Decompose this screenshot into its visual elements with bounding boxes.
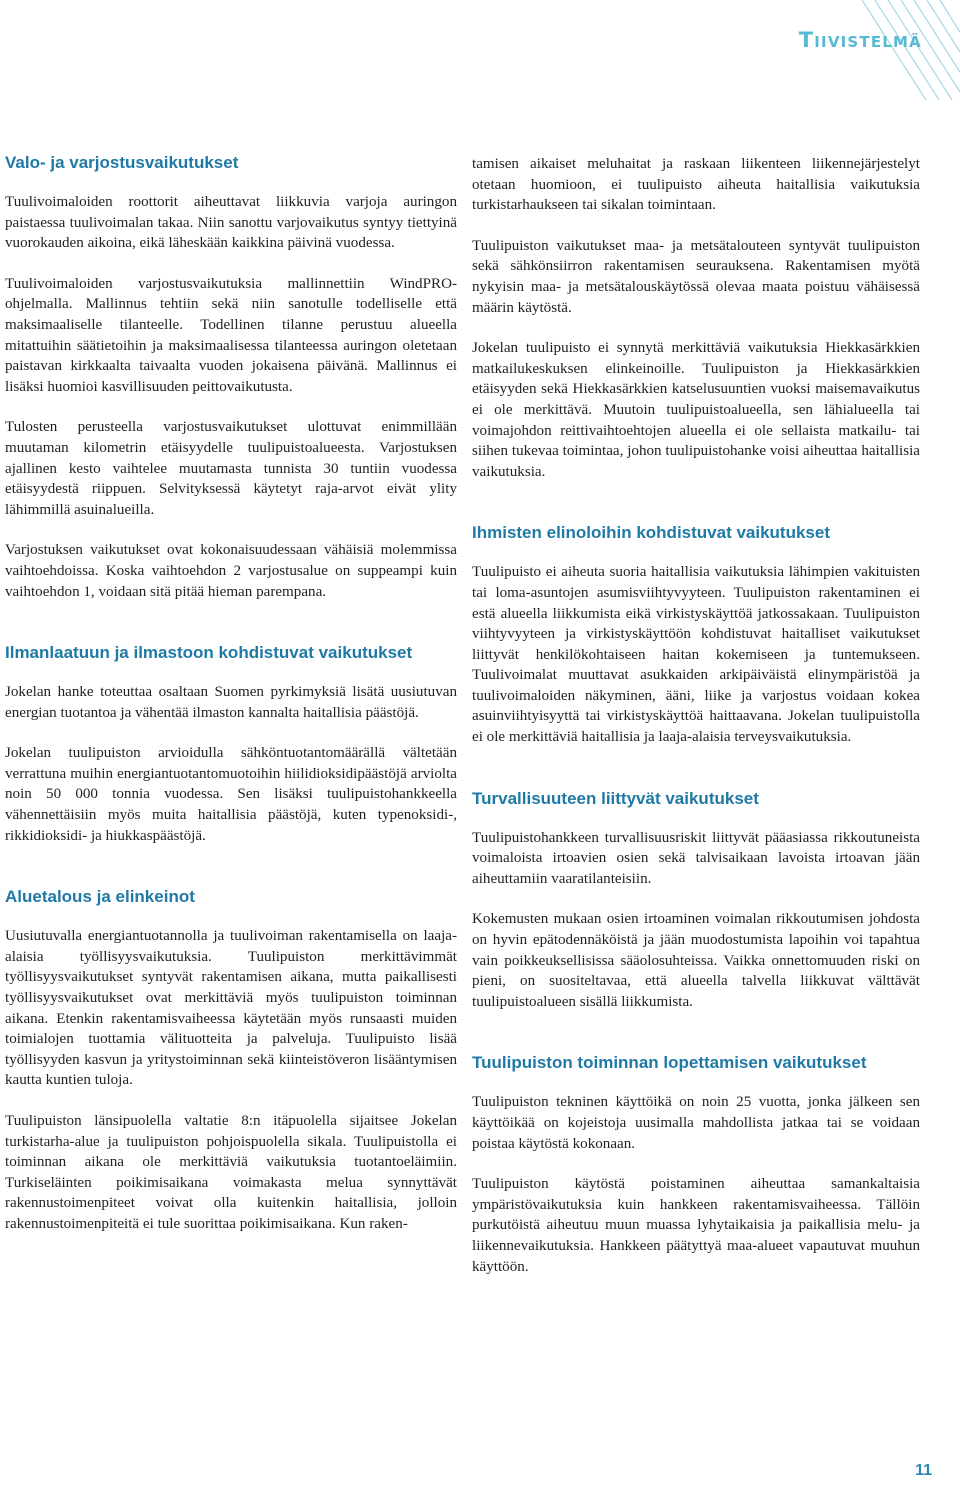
paragraph: Tulosten perusteella varjostusvaikutukset ulottuvat enimmillään muutaman kilometrin etäisyydelle tuulipuistoalueesta. Varjostuksen ajallinen kesto vaihtelee muutamasta tunnista 30 tuntiin vuodessa etäisyydestä riippuen. Selvityksessä käytetyt raja-arvot eivät ylity lähimmillä asuinalueilla.	[5, 419, 457, 518]
section-heading: Valo- ja varjostusvaikutukset	[5, 153, 239, 172]
paragraph: Jokelan tuulipuiston arvioidulla sähköntuotantomäärällä vältetään verrattuna muihin energiantuotantomuotoihin hiilidioksidipäästöjä arviolta noin 50 000 tonnia vuodessa. Sen lisäksi tuulipuistohankkeella vähennettäisiin myös muita haitallisia päästöjä, kuten typenoksidi-, rikkidioksidi- ja hiukkaspäästöjä.	[5, 745, 457, 844]
paragraph: Tuulipuiston käytöstä poistaminen aiheuttaa samankaltaisia ympäristövaikutuksia kuin hankkeen rakentamisvaiheessa. Tällöin purkutöistä aiheutuu muun muassa lyhytaikaisia ja paikallisia melu- ja liikennevaikutuksia. Hankkeen päätyttyä maa-alueet vapautuvat muuhun käyttöön.	[472, 1176, 920, 1275]
paragraph: Uusiutuvalla energiantuotannolla ja tuulivoiman rakentamisella on laaja-alaisia työllisyysvaikutuksia. Tuulipuiston merkittävimmät työllisyysvaikutukset syntyvät rakentamisen aikana, mutta paikallisesti työllisyysvaikutukset ovat merkittäviä myös tuulipuiston toiminnan aikana. Etenkin rakentamisvaiheessa käytetään myös runsaasti muiden toimialojen tuottamia välituotteita ja palveluja. Tuulipuisto lisää työllisyyden kasvun ja yritystoiminnan sekä kiinteistöveron lisääntymisen kautta kuntien tuloja.	[5, 928, 457, 1089]
section-heading: Tuulipuiston toiminnan lopettamisen vaikutukset	[472, 1053, 867, 1073]
paragraph: Varjostuksen vaikutukset ovat kokonaisuudessaan vähäisiä molemmissa vaihtoehdoissa. Koska vaihtoehdon 2 varjostusalue on suppeampi kuin vaihtoehdon 1, voidaan sitä pitää hieman parempana.	[5, 542, 457, 600]
paragraph: Jokelan hanke toteuttaa osaltaan Suomen pyrkimyksiä lisätä uusiutuvan energian tuotantoa ja vähentää ilmaston kannalta haitallisia päästöjä.	[5, 684, 457, 721]
paragraph: Tuulipuiston tekninen käyttöikä on noin 25 vuotta, jonka jälkeen sen käyttöikää on kojeistoja uusimalla mahdollista jatkaa tai se voidaan poistaa käytöstä kokonaan.	[472, 1094, 920, 1152]
header-banner	[0, 0, 960, 100]
section-heading: Ihmisten elinoloihin kohdistuvat vaikutukset	[472, 523, 831, 543]
paragraph: Tuulipuistohankkeen turvallisuusriskit liittyvät pääasiassa rikkoutuneista voimaloista irtoavien osien sekä talvisaikaan lavoista irtoavan jään aiheuttamiin vaaratilanteisiin.	[472, 829, 920, 887]
section-heading: Ilmanlaatuun ja ilmastoon kohdistuvat vaikutukset	[5, 643, 413, 663]
paragraph: Tuulipuiston vaikutukset maa- ja metsätalouteen syntyvät tuulipuiston sekä sähkönsiirron rakentamisen seurauksena. Rakentamisen myötä nykyisin maa- ja metsätalouskäytössä olevaa maata poistuu vähäisessä määrin käytöstä.	[472, 237, 920, 316]
paragraph: Jokelan tuulipuisto ei synnytä merkittäviä vaikutuksia Hiekkasärkkien matkailukeskuksen elinkeinoille. Tuulipuiston ja Hiekkasärkkien etäisyyden sekä Hiekkasärkkien katselusuuntien vuoksi maisemavaikutus ei ole merkittävä. Muutoin tuulipuistoalueella, sen lähialueella tai voimajohdon reittivaihtoehtojen alueella ei ole sellaista matkailu- tai siihen tukevaa toimintaa, johon tuulipuistohanke voisi aiheuttaa haitallisia vaikutuksia.	[472, 340, 920, 480]
paragraph: Tuulivoimaloiden roottorit aiheuttavat liikkuvia varjoja auringon paistaessa tuulivoimalan takaa. Niin sanottu varjovaikutus syntyy tiettyinä vuorokauden aikoina, eikä läheskään kaikkina päivinä vuodessa.	[5, 194, 457, 252]
paragraph: Tuulivoimaloiden varjostusvaikutuksia mallinnettiin WindPRO-ohjelmalla. Mallinnus tehtiin sekä niin sanotulle todelliselle että maksimaaliselle tilanteelle. Todellinen tilanne perustuu alueella mitattuihin säätietoihin ja maksimaalisessa tilanteessa auringon oletetaan paistavan kirkkaalta taivaalta vuoden jokaisena päivänä. Mallinnus ei lisäksi huomioi kasvillisuuden peittovaikutusta.	[5, 275, 457, 395]
paragraph: Kokemusten mukaan osien irtoaminen voimalan rikkoutumisen johdosta on hyvin epätodennäköistä ja jään muodostumista lapoihin voi tapahtua vain poikkeuksellisissa sääolosuhteissa. Vaikka onnettomuuden riski on pieni, on suositeltavaa, että alueella talvella liikkuvat välttävät tuulipuistoalueen sisällä liikkumista.	[472, 911, 920, 1010]
paragraph: Tuulipuiston länsipuolella valtatie 8:n itäpuolella sijaitsee Jokelan turkistarha-alue ja tuulipuiston pohjoispuolella sikala. Tuulipuistolla ei toiminnan aikana ole merkittäviä vaikutuksia tuotantoeläimiin. Turkiseläinten poikimisaikana voimakasta melua synnyttävät rakennustoimenpiteet voivat olla kuitenkin haitallisia, jolloin rakennustoimenpiteitä ei tule suorittaa poikimisaikana. Kun raken-	[5, 1113, 457, 1232]
left-column	[5, 150, 457, 1235]
section-heading: Turvallisuuteen liittyvät vaikutukset	[472, 788, 759, 808]
section-heading: Aluetalous ja elinkeinot	[5, 887, 195, 907]
page-number: 11	[915, 1462, 932, 1479]
section-title: Tiivistelmä	[798, 28, 922, 52]
right-column	[472, 150, 920, 1277]
paragraph: tamisen aikaiset meluhaitat ja raskaan liikenteen liikennejärjestelyt otetaan huomioon, ei tuulipuisto aiheuta haitallisia vaikutuksia turkistarhaukseen tai sikalan toimintaan.	[472, 156, 920, 214]
paragraph: Tuulipuisto ei aiheuta suoria haitallisia vaikutuksia lähimpien vakituisten tai loma-asuntojen asumisviihtyvyyteen. Tuulipuiston rakentaminen ei estä alueella liikkumista eikä virkistyskäyttöä jatkossakaan. Tuulipuiston viihtyvyyteen ja virkistyskäyttöön kohdistuvat haitalliset vaikutukset liittyvät henkilökohtaiseen haitan kokemiseen ja tuntemukseen. Tuulivoimalat muuttavat asukkaiden arkipäiväistä elinympäristöä ja tuulivoimaloiden näkyminen, ääni, liike ja varjostus voidaan kokea asuinviihtyisyyttä tai virkistyskäyttöä haittaavana. Jokelan tuulipuistolla ei ole merkittäviä haitallisia ja laaja-alaisia terveysvaikutuksia.	[472, 564, 920, 746]
